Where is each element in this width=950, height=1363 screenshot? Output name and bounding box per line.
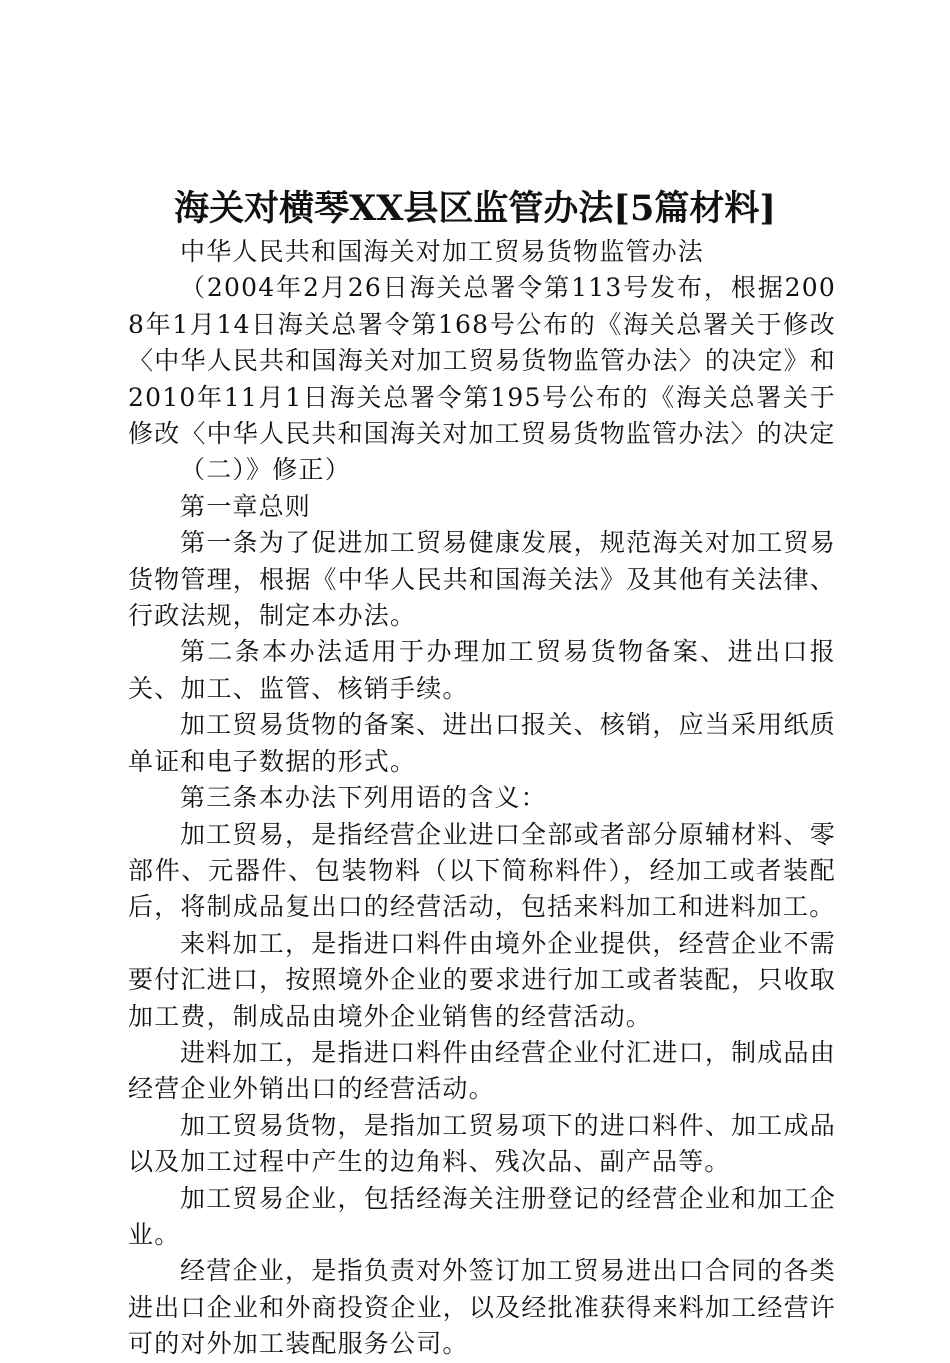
definition-processing-trade-enterprise: 加工贸易企业，包括经海关注册登记的经营企业和加工企业。 [128, 1183, 836, 1249]
definition-processing-trade-goods: 加工贸易货物，是指加工贸易项下的进口料件、加工成品以及加工过程中产生的边角料、残次品、副产品等。 [128, 1110, 836, 1177]
paragraph-amendment-end: （二）》修正） [180, 455, 351, 485]
chapter-heading: 第一章总则 [180, 491, 312, 521]
definition-processing-supplied-materials: 来料加工，是指进口料件由境外企业提供，经营企业不需要付汇进口，按照境外企业的要求进行加工或者装配，只收取加工费，制成品由境外企业销售的经营活动。 [128, 928, 836, 1031]
paragraph-law-name: 中华人民共和国海关对加工贸易货物监管办法 [180, 237, 705, 266]
definition-processing-trade: 加工贸易，是指经营企业进口全部或者部分原辅材料、零部件、元器件、包装物料（以下简称料件），经加工或者装配后，将制成品复出口的经营活动，包括来料加工和进料加工。 [128, 819, 836, 922]
document-body [128, 234, 836, 1363]
definition-processing-imported-materials: 进料加工，是指进口料件由经营企业付汇进口，制成品由经营企业外销出口的经营活动。 [128, 1037, 836, 1104]
article-2-para-2: 加工贸易货物的备案、进出口报关、核销，应当采用纸质单证和电子数据的形式。 [128, 710, 836, 776]
article-1: 第一条为了促进加工贸易健康发展，规范海关对加工贸易货物管理，根据《中华人民共和国海关法》及其他有关法律、行政法规，制定本办法。 [128, 528, 836, 631]
document-title: 海关对横琴XX县区监管办法[5篇材料] [174, 188, 776, 229]
article-3: 第三条本办法下列用语的含义： [180, 783, 547, 813]
definition-operating-enterprise: 经营企业，是指负责对外签订加工贸易进出口合同的各类进出口企业和外商投资企业，以及经批准获得来料加工经营许可的对外加工装配服务公司。 [128, 1256, 836, 1359]
article-2: 第二条本办法适用于办理加工贸易货物备案、进出口报关、加工、监管、核销手续。 [128, 637, 836, 703]
paragraph-amendment-history: （2004年2月26日海关总署令第113号发布，根据2008年1月14日海关总署令第168号公布的《海关总署关于修改〈中华人民共和国海关对加工贸易货物监管办法〉的决定》和2010年11月1日海关总署令第195号公布的《海关总署关于修改〈中华人民共和国海关对加工贸易货物监管办法〉的决定 [128, 273, 836, 449]
